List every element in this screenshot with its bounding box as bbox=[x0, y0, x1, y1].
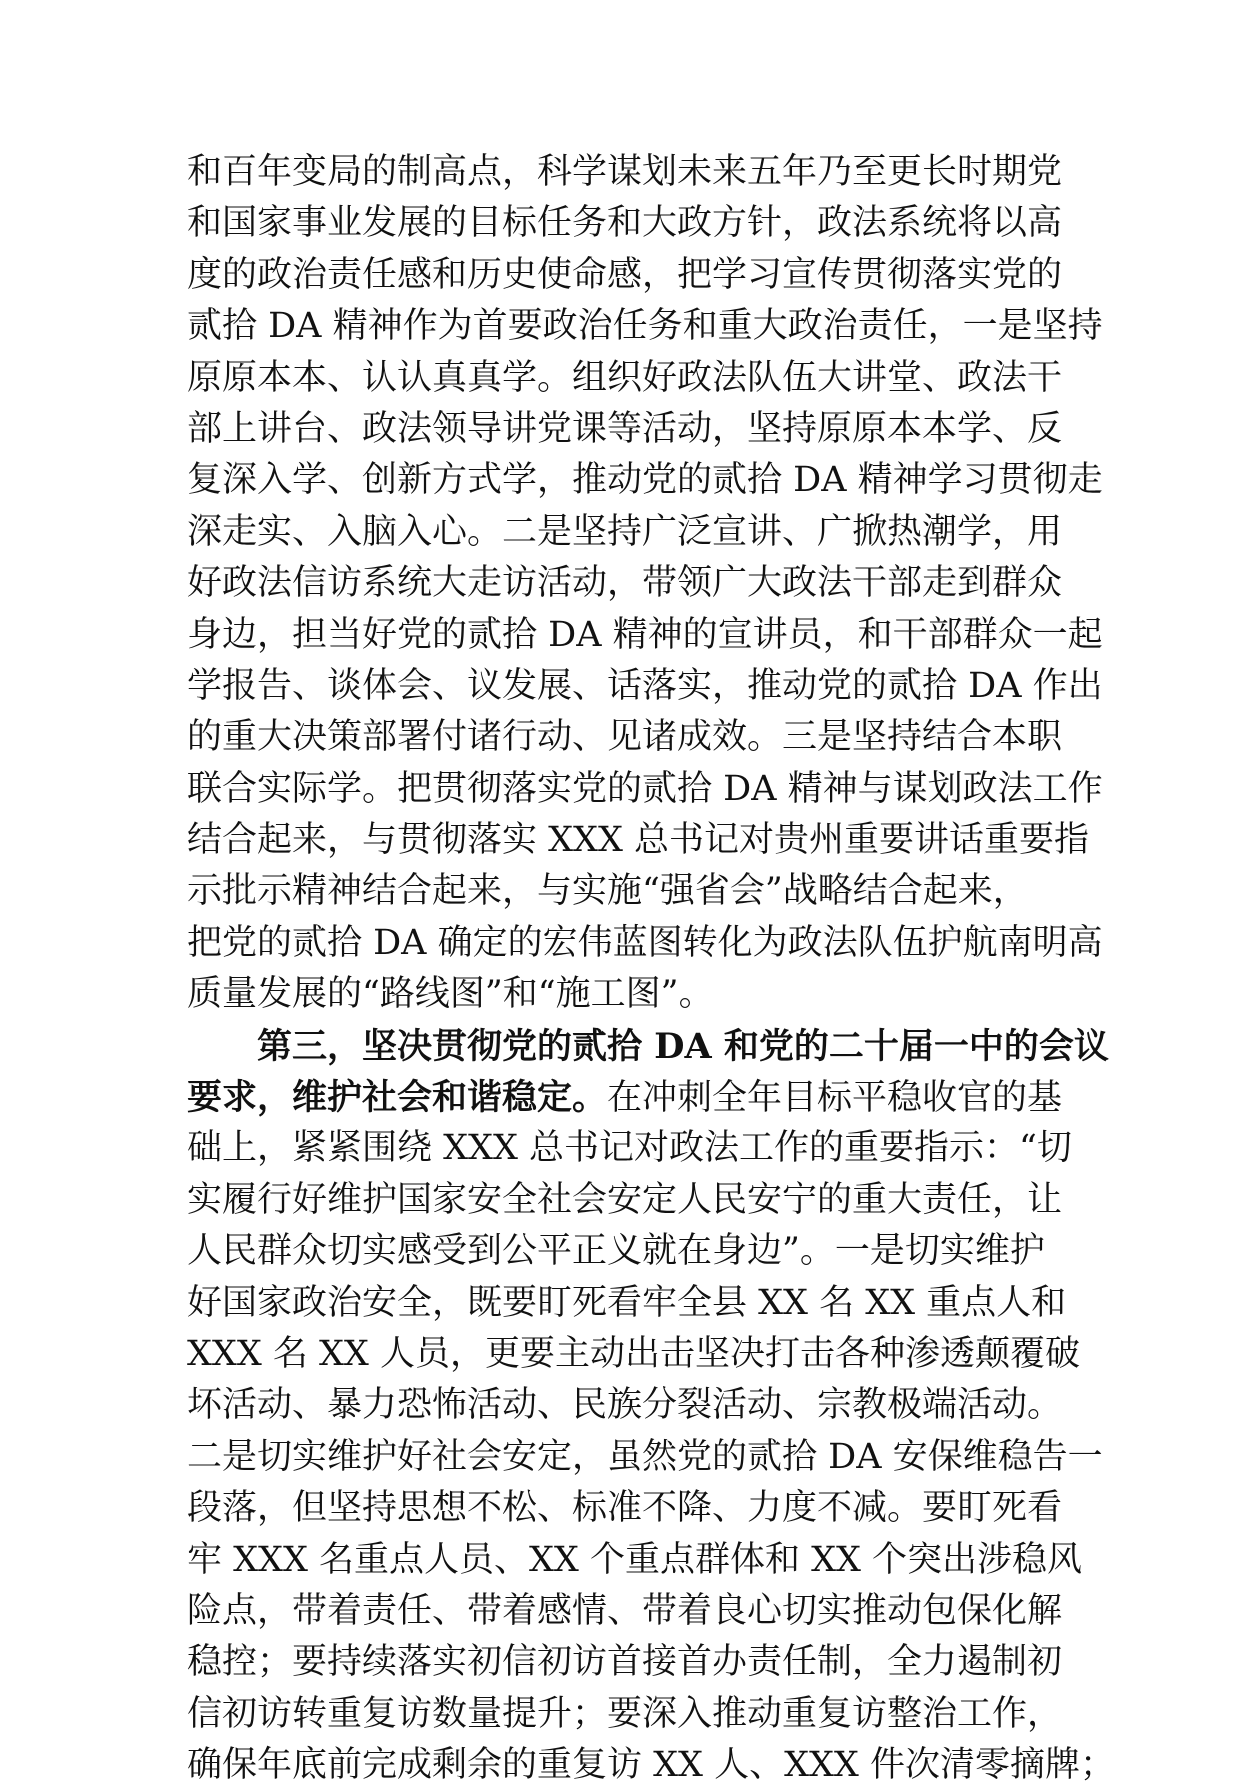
text-line: 示批示精神结合起来，与实施“强省会”战略结合起来， bbox=[187, 871, 1028, 912]
section-heading: 第三，坚决贯彻党的贰拾 DA 和党的二十届一中的会议 bbox=[257, 1025, 1109, 1067]
text-line: 好政法信访系统大走访活动，带领广大政法干部走到群众 bbox=[187, 563, 1063, 604]
text-line: 质量发展的“路线图”和“施工图”。 bbox=[187, 974, 714, 1015]
text-line: 把党的贰拾 DA 确定的宏伟蓝图转化为政法队伍护航南明高 bbox=[187, 922, 1103, 963]
section-heading-end: 要求，维护社会和谐稳定。 bbox=[187, 1077, 608, 1119]
text-line: 度的政治责任感和历史使命感，把学习宣传贯彻落实党的 bbox=[187, 254, 1063, 295]
text-line: 牢 XXX 名重点人员、XX 个重点群体和 XX 个突出涉稳风 bbox=[187, 1539, 1083, 1580]
text-line: 和国家事业发展的目标任务和大政方针，政法系统将以高 bbox=[187, 203, 1063, 244]
text-line: 好国家政治安全，既要盯死看牢全县 XX 名 XX 重点人和 bbox=[187, 1282, 1067, 1323]
document-body bbox=[187, 147, 1115, 1792]
text-line: 和百年变局的制高点，科学谋划未来五年乃至更长时期党 bbox=[187, 152, 1063, 192]
text-line: XXX 名 XX 人员，更要主动出击坚决打击各种渗透颠覆破 bbox=[187, 1333, 1080, 1374]
text-line: 深走实、入脑入心。二是坚持广泛宣讲、广掀热潮学，用 bbox=[187, 511, 1063, 552]
text-line: 的重大决策部署付诸行动、见诸成效。三是坚持结合本职 bbox=[187, 717, 1063, 758]
text-line: 坏活动、暴力恐怖活动、民族分裂活动、宗教极端活动。 bbox=[187, 1385, 1063, 1426]
text-line: 险点，带着责任、带着感情、带着良心切实推动包保化解 bbox=[187, 1590, 1063, 1631]
text-line: 复深入学、创新方式学，推动党的贰拾 DA 精神学习贯彻走 bbox=[187, 460, 1103, 501]
text-line: 础上，紧紧围绕 XXX 总书记对政法工作的重要指示：“切 bbox=[187, 1128, 1072, 1169]
text-line: 部上讲台、政法领导讲党课等活动，坚持原原本本学、反 bbox=[187, 408, 1063, 449]
section-body-start: 在冲刺全年目标平稳收官的基 bbox=[607, 1078, 1063, 1119]
text-line: 确保年底前完成剩余的重复访 XX 人、XXX 件次清零摘牌； bbox=[187, 1745, 1115, 1786]
section-heading-continuation bbox=[187, 1072, 1063, 1123]
text-line: 人民群众切实感受到公平正义就在身边”。一是切实维护 bbox=[187, 1231, 1045, 1272]
text-line: 身边，担当好党的贰拾 DA 精神的宣讲员，和干部群众一起 bbox=[187, 614, 1103, 655]
text-line: 稳控；要持续落实初信初访首接首办责任制，全力遏制初 bbox=[187, 1642, 1063, 1683]
text-line: 结合起来，与贯彻落实 XXX 总书记对贵州重要讲话重要指 bbox=[187, 820, 1090, 861]
text-line: 信初访转重复访数量提升；要深入推动重复访整治工作， bbox=[187, 1693, 1063, 1734]
text-line: 原原本本、认认真真学。组织好政法队伍大讲堂、政法干 bbox=[187, 357, 1063, 398]
text-line: 二是切实维护好社会安定，虽然党的贰拾 DA 安保维稳告一 bbox=[187, 1436, 1103, 1477]
text-line: 学报告、谈体会、议发展、话落实，推动党的贰拾 DA 作出 bbox=[187, 665, 1103, 706]
text-line: 段落，但坚持思想不松、标准不降、力度不减。要盯死看 bbox=[187, 1488, 1063, 1529]
text-line: 实履行好维护国家安全社会安定人民安宁的重大责任，让 bbox=[187, 1179, 1063, 1220]
text-line: 贰拾 DA 精神作为首要政治任务和重大政治责任，一是坚持 bbox=[187, 306, 1103, 347]
text-line: 联合实际学。把贯彻落实党的贰拾 DA 精神与谋划政法工作 bbox=[187, 768, 1103, 809]
